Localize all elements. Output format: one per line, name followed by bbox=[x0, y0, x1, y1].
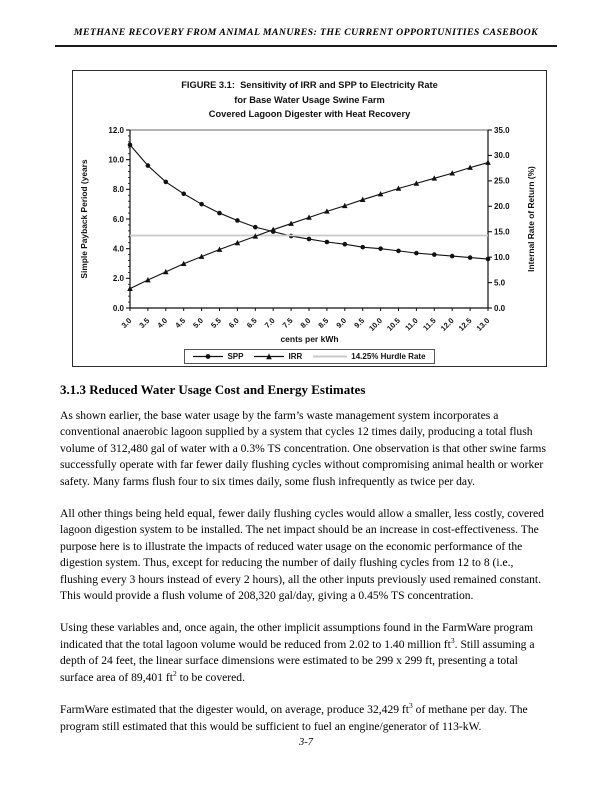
x-tick-label: 10.0 bbox=[366, 315, 384, 333]
spp-point bbox=[360, 244, 365, 249]
spp-point bbox=[306, 236, 311, 241]
spp-line bbox=[130, 144, 488, 258]
left-tick-label: 6.0 bbox=[112, 214, 124, 224]
x-tick-label: 12.0 bbox=[438, 315, 456, 333]
figure-title-line2: for Base Water Usage Swine Farm bbox=[234, 94, 385, 105]
left-tick-label: 8.0 bbox=[112, 184, 124, 194]
right-tick-label: 35.0 bbox=[493, 125, 510, 135]
x-tick-label: 9.0 bbox=[333, 315, 348, 330]
x-tick-label: 9.5 bbox=[351, 315, 366, 330]
irr-line bbox=[130, 162, 488, 288]
right-axis-title: Internal Rate of Return (%) bbox=[525, 165, 536, 272]
x-tick-label: 3.0 bbox=[119, 315, 133, 330]
x-tick-label: 11.5 bbox=[420, 315, 438, 333]
paragraph-4: FarmWare estimated that the digester would, on average, produce 32,429 $ft^3$ of methane per day. The program still estimated that this would be sufficient to fuel an engine/generator of 113-kW. bbox=[60, 701, 528, 733]
legend-item-hurdle bbox=[313, 352, 425, 361]
x-tick-label: 11.0 bbox=[402, 315, 420, 333]
legend-item-irr bbox=[254, 352, 302, 361]
spp-legend-marker-icon bbox=[193, 352, 223, 361]
x-tick-label: 13.0 bbox=[474, 315, 491, 333]
right-tick-label: 0.0 bbox=[493, 303, 505, 313]
left-tick-label: 10.0 bbox=[107, 154, 124, 164]
spp-point bbox=[163, 179, 168, 184]
right-tick-label: 15.0 bbox=[493, 227, 510, 237]
spp-point bbox=[396, 248, 401, 253]
x-tick-label: 7.5 bbox=[280, 315, 295, 330]
spp-point bbox=[217, 210, 222, 215]
spp-point bbox=[181, 191, 186, 196]
right-tick-label: 5.0 bbox=[493, 277, 505, 287]
hurdle-legend-marker-icon bbox=[313, 352, 347, 361]
figure-chart bbox=[74, 122, 546, 334]
page-number: 3-7 bbox=[299, 737, 313, 748]
right-tick-label: 10.0 bbox=[493, 252, 510, 262]
legend-label-hurdle: 14.25% Hurdle Rate bbox=[351, 351, 426, 361]
paragraph-2: All other things being held equal, fewer daily flushing cycles would allow a smaller, less costly, covered lagoon digestion system to be installed. The net impact should be an increase in cost-effectiveness. The purpose here is to illustrate the impacts of reduced water usage on the economic performance of the digestion system. Thus, except for reducing the number of daily flushing cycles from 12 to 8 (i.e., flushing every 3 hours instead of every 2 hours), all the other inputs previously used remained constant. This would provide a flush volume of 208,320 gal/day, giving a 0.45% TS concentration. bbox=[60, 507, 544, 603]
legend-label-spp: SPP bbox=[227, 351, 244, 361]
irr-legend-marker-icon bbox=[254, 352, 284, 361]
x-tick-label: 8.0 bbox=[298, 315, 312, 330]
right-tick-label: 25.0 bbox=[493, 176, 510, 186]
legend-item-spp bbox=[193, 352, 243, 361]
left-tick-label: 0.0 bbox=[112, 303, 124, 313]
x-axis-title: cents per kWh bbox=[280, 333, 339, 344]
spp-point bbox=[127, 142, 132, 147]
figure-title-line3: Covered Lagoon Digester with Heat Recovery bbox=[208, 109, 411, 119]
left-axis-title: Simple Payback Period (years bbox=[78, 158, 89, 279]
running-header: METHANE RECOVERY FROM ANIMAL MANURES: THE CURRENT OPPORTUNITIES CASEBOOK bbox=[55, 27, 557, 47]
figure-3-1 bbox=[72, 70, 547, 367]
spp-point bbox=[467, 255, 472, 260]
x-tick-label: 6.0 bbox=[226, 315, 241, 330]
left-tick-label: 2.0 bbox=[112, 273, 124, 283]
x-tick-label: 8.5 bbox=[315, 315, 330, 330]
x-tick-label: 4.0 bbox=[154, 315, 169, 330]
spp-point bbox=[449, 253, 454, 258]
spp-point bbox=[414, 250, 419, 255]
figure-title bbox=[73, 78, 546, 122]
right-tick-label: 30.0 bbox=[493, 150, 510, 160]
x-tick-label: 5.5 bbox=[208, 315, 223, 330]
left-tick-label: 4.0 bbox=[112, 243, 124, 253]
spp-point bbox=[199, 201, 204, 206]
spp-point bbox=[378, 246, 383, 251]
body-content bbox=[60, 382, 554, 751]
left-tick-label: 12.0 bbox=[107, 125, 124, 135]
x-tick-label: 7.0 bbox=[262, 315, 277, 330]
irr-point bbox=[485, 159, 491, 164]
right-tick-label: 20.0 bbox=[493, 201, 510, 211]
spp-point bbox=[485, 256, 490, 261]
spp-point bbox=[253, 224, 258, 229]
chart-legend bbox=[184, 349, 434, 364]
spp-point bbox=[342, 241, 347, 246]
paragraph-3: Using these variables and, once again, the other implicit assumptions found in the FarmWare program indicated that the total lagoon volume would be reduced from 2.02 to 1.40 million $ft^3$. Still assuming a depth of 24 feet, the linear surface dimensions were estimated to be 299 x 299 ft, presenting a total surface area of 89,401 $ft^2$ to be covered. bbox=[60, 621, 535, 684]
x-tick-label: 12.5 bbox=[456, 315, 474, 333]
x-tick-label: 4.5 bbox=[172, 315, 187, 330]
spp-point bbox=[324, 239, 329, 244]
legend-label-irr: IRR bbox=[288, 351, 303, 361]
x-tick-label: 10.5 bbox=[384, 315, 402, 333]
x-tick-label: 5.0 bbox=[190, 315, 205, 330]
spp-point bbox=[145, 163, 150, 168]
figure-title-line1: FIGURE 3.1: Sensitivity of IRR and SPP to Electricity Rate bbox=[181, 80, 438, 90]
section-heading: 3.1.3 Reduced Water Usage Cost and Energy Estimates bbox=[60, 382, 366, 397]
x-tick-label: 3.5 bbox=[136, 315, 151, 330]
x-tick-label: 6.5 bbox=[244, 315, 259, 330]
spp-point bbox=[432, 252, 437, 257]
spp-point bbox=[235, 218, 240, 223]
paragraph-1: As shown earlier, the base water usage by the farm’s waste management system incorporates a conventional anaerobic lagoon supplied by a system that cycles 12 times daily, producing a total flush volume of 312,480 gal of water with a 0.3% TS concentration. One observation is that other swine farms successfully operate with far fewer daily flushing cycles without compromising animal health or worker safety. Many farms flush four to six times daily, some flush infrequently as twice per day. bbox=[60, 409, 546, 488]
